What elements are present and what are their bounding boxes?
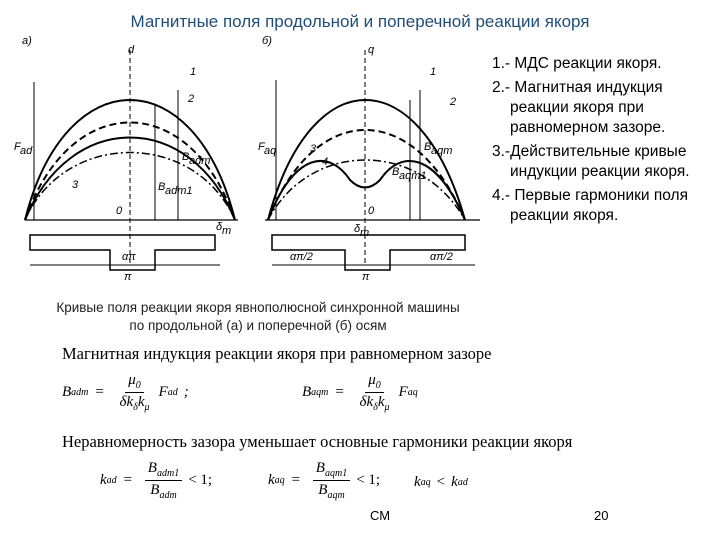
f4-eq: =	[290, 472, 301, 488]
page-number: 20	[594, 508, 609, 523]
f1-fraction	[117, 372, 153, 413]
legend-item-3: 3.-Действительные кривые индукции реакции якоря.	[492, 143, 690, 180]
f3-num-sub: adm1	[156, 468, 180, 479]
f4-den: B	[318, 482, 328, 498]
legend-item-4: 4.- Первые гармоники поля реакции якоря.	[492, 187, 688, 224]
f4-num: B	[315, 460, 325, 476]
label-b-m: m	[360, 227, 370, 239]
formula-kad	[100, 460, 212, 501]
f2-lhs-sub: aqm	[311, 387, 329, 398]
f2-den-sub2: μ	[384, 402, 390, 413]
footer-label: СМ	[370, 508, 391, 523]
f4-lhs: k	[268, 472, 275, 488]
label-b-baqm1: B	[392, 166, 400, 178]
label-b-baqm1-sub: aqm1	[399, 170, 427, 182]
label-a-alphapi: απ	[122, 251, 136, 263]
label-b-delta: δ	[354, 223, 361, 235]
f5-a: k	[414, 474, 421, 490]
legend-list	[492, 54, 714, 230]
panel-b-label: б)	[262, 35, 272, 47]
label-b-baqm-sub: aqm	[431, 145, 453, 157]
f2-den-k: k	[377, 394, 385, 410]
label-b-0: 0	[368, 205, 375, 217]
f4-lhs-sub: aq	[274, 475, 285, 486]
label-a-1: 1	[190, 66, 197, 78]
f3-lhs-sub: ad	[106, 475, 117, 486]
caption-line-1: Кривые поля реакции якоря явнополюсной синхронной машины	[56, 300, 460, 315]
f4-num-sub: aqm1	[324, 468, 348, 479]
label-a-badm: B	[182, 151, 190, 163]
f1-den: δk	[119, 394, 134, 410]
label-b-1: 1	[430, 66, 437, 78]
label-b-alphapi-left: απ/2	[290, 251, 313, 263]
legend-item-1: 1.- МДС реакции якоря.	[492, 55, 662, 72]
f3-lhs: k	[100, 472, 107, 488]
label-a-d: d	[128, 44, 135, 56]
f2-fraction	[357, 372, 393, 413]
label-a-badm1-sub: adm1	[165, 185, 193, 197]
f1-lhs: B	[62, 384, 72, 400]
f1-den-k: k	[137, 394, 145, 410]
f1-rhs: F	[158, 384, 168, 400]
f1-num: μ	[128, 372, 136, 388]
label-b-q: q	[368, 44, 375, 56]
f5-op: <	[436, 474, 446, 490]
armature-reaction-figure	[10, 30, 490, 300]
label-a-0: 0	[116, 205, 123, 217]
f5-a-sub: aq	[420, 477, 431, 488]
nonuniform-gap-text: Неравномерность зазора уменьшает основные гармоники реакции якоря	[62, 432, 573, 451]
label-a-m: m	[222, 225, 232, 237]
formula-kaq	[268, 460, 380, 501]
f2-den: δk	[359, 394, 374, 410]
caption-line-2: по продольной (а) и поперечной (б) осям	[129, 318, 387, 333]
f1-num-sub: 0	[135, 380, 141, 391]
f2-eq: =	[334, 384, 345, 400]
formula-baqm	[302, 372, 418, 413]
label-a-delta: δ	[216, 221, 223, 233]
f2-rhs-sub: aq	[407, 387, 418, 398]
figure-caption	[10, 299, 506, 335]
label-a-2: 2	[188, 93, 195, 105]
f1-den-sub1: δ	[133, 402, 138, 413]
formula-badm	[62, 372, 189, 413]
label-b-pi: π	[362, 271, 370, 283]
label-b-3: 3	[310, 143, 317, 155]
uniform-gap-text: Магнитная индукция реакции якоря при равномерном зазоре	[62, 344, 492, 363]
label-b-4: 4	[322, 156, 329, 168]
panel-a-label: a)	[22, 35, 32, 47]
label-a-badm-sub: adm	[189, 155, 211, 167]
f1-lhs-sub: adm	[71, 387, 89, 398]
label-a-3: 3	[72, 179, 79, 191]
legend-item-2: 2.- Магнитная индукция реакции якоря при равномерном зазоре.	[492, 79, 666, 136]
f1-tail: ;	[183, 384, 189, 400]
f4-fraction	[313, 460, 350, 501]
f2-num-sub: 0	[375, 380, 381, 391]
label-a-ad: ad	[20, 145, 33, 157]
f3-tail: < 1;	[188, 472, 213, 488]
f5-b: k	[451, 474, 458, 490]
f1-eq: =	[94, 384, 105, 400]
f1-rhs-sub: ad	[167, 387, 178, 398]
f1-den-sub2: μ	[144, 402, 150, 413]
f2-num: μ	[368, 372, 376, 388]
panel-b	[258, 35, 480, 283]
f2-lhs: B	[302, 384, 312, 400]
f2-den-sub1: δ	[373, 402, 378, 413]
slide-title: Магнитные поля продольной и поперечной реакции якоря	[130, 12, 590, 31]
panel-a	[14, 35, 238, 283]
f5-b-sub: ad	[457, 477, 468, 488]
f3-fraction	[145, 460, 182, 501]
f4-den-sub: aqm	[327, 490, 345, 501]
f3-eq: =	[122, 472, 133, 488]
label-b-aq: aq	[264, 145, 277, 157]
label-b-f: F	[258, 141, 265, 153]
label-a-f: F	[14, 141, 21, 153]
f2-rhs: F	[398, 384, 408, 400]
label-a-badm1: B	[158, 181, 166, 193]
label-a-pi: π	[124, 271, 132, 283]
label-b-alphapi-right: απ/2	[430, 251, 453, 263]
f4-tail: < 1;	[356, 472, 381, 488]
label-b-2: 2	[450, 96, 457, 108]
f3-den-sub: adm	[159, 490, 177, 501]
f3-den: B	[150, 482, 160, 498]
formula-kaq-lt-kad	[414, 474, 468, 491]
label-b-baqm: B	[424, 141, 432, 153]
f3-num: B	[147, 460, 157, 476]
